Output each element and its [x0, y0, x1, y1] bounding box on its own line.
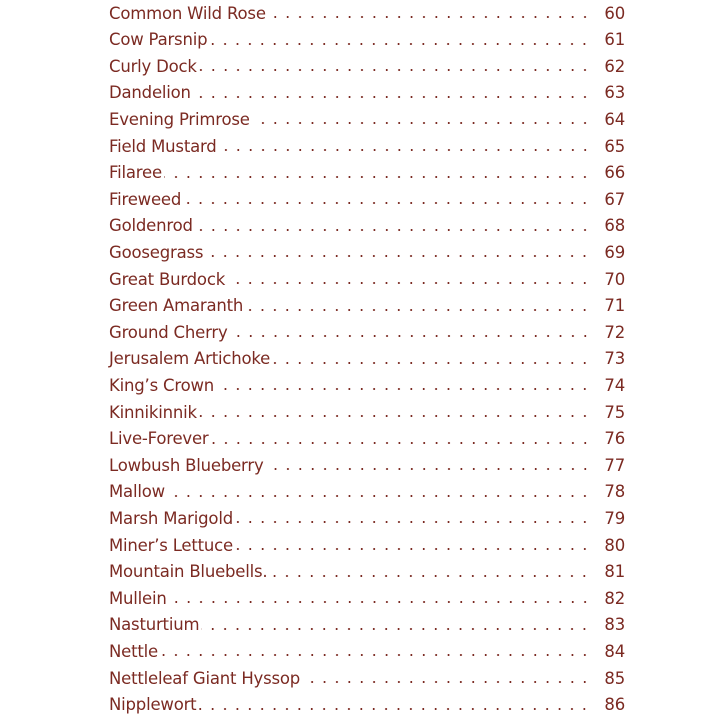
- toc-entry-title: Miner’s Lettuce: [109, 535, 233, 555]
- toc-entry-page: 71: [604, 296, 625, 316]
- toc-entry-title: Mallow: [109, 482, 165, 502]
- dot-leader: [230, 319, 591, 345]
- toc-entry[interactable]: [109, 186, 625, 212]
- toc-entry[interactable]: [109, 479, 625, 505]
- toc-entry-title: Kinnikinnik: [109, 402, 197, 422]
- toc-entry[interactable]: [109, 426, 625, 452]
- toc-entry-page: 66: [604, 163, 625, 183]
- toc-entry[interactable]: [109, 319, 625, 345]
- toc-entry-title: Goldenrod: [109, 216, 193, 236]
- toc-entry[interactable]: [109, 293, 625, 319]
- toc-entry-page: 70: [604, 269, 625, 289]
- dot-leader: [245, 293, 591, 319]
- toc-entry-title: Ground Cherry: [109, 322, 228, 342]
- toc-entry[interactable]: [109, 239, 625, 265]
- toc-entry[interactable]: [109, 53, 625, 79]
- toc-entry-title: Nipplewort: [109, 695, 197, 715]
- toc-entry-page: 74: [604, 375, 625, 395]
- dot-leader: [195, 213, 591, 239]
- toc-entry-page: 60: [604, 3, 625, 23]
- dot-leader: [266, 452, 591, 478]
- dot-leader: [183, 186, 591, 212]
- toc-entry[interactable]: [109, 133, 625, 159]
- toc-entry-page: 81: [604, 562, 625, 582]
- toc-entry-title: Filaree: [109, 163, 162, 183]
- dot-leader: [268, 0, 591, 26]
- dot-leader: [269, 559, 591, 585]
- toc-entry-title: Common Wild Rose: [109, 3, 266, 23]
- toc-entry-page: 77: [604, 455, 625, 475]
- dot-leader: [199, 53, 591, 79]
- toc-entry-title: Curly Dock: [109, 56, 197, 76]
- toc-entry-title: Dandelion: [109, 83, 191, 103]
- toc-entry[interactable]: [109, 559, 625, 585]
- toc-entry-page: 69: [604, 242, 625, 262]
- toc-entry-title: Nettle: [109, 641, 158, 661]
- toc-entry[interactable]: [109, 160, 625, 186]
- toc-entry[interactable]: [109, 0, 625, 26]
- toc-entry-page: 78: [604, 482, 625, 502]
- toc-entry-title: Great Burdock: [109, 269, 226, 289]
- toc-entry-title: Cow Parsnip: [109, 30, 208, 50]
- dot-leader: [201, 612, 591, 638]
- toc-entry-page: 67: [604, 189, 625, 209]
- toc-entry-page: 85: [604, 668, 625, 688]
- dot-leader: [209, 27, 591, 53]
- dot-leader: [164, 160, 591, 186]
- dot-leader: [252, 106, 591, 132]
- toc-entry[interactable]: [109, 452, 625, 478]
- toc-entry-title: Jerusalem Artichoke: [109, 349, 271, 369]
- toc-entry-page: 63: [604, 83, 625, 103]
- dot-leader: [205, 239, 591, 265]
- dot-leader: [211, 426, 591, 452]
- toc-entry[interactable]: [109, 27, 625, 53]
- toc-entry[interactable]: [109, 106, 625, 132]
- dot-leader: [160, 638, 591, 664]
- toc-entry-title: Marsh Marigold: [109, 508, 233, 528]
- toc-entry-title: Green Amaranth: [109, 296, 244, 316]
- toc-entry-page: 76: [604, 429, 625, 449]
- toc-entry-title: Goosegrass: [109, 242, 204, 262]
- toc-entry[interactable]: [109, 612, 625, 638]
- toc-entry-title: King’s Crown: [109, 375, 215, 395]
- toc-entry-title: Live-Forever: [109, 429, 209, 449]
- dot-leader: [227, 266, 591, 292]
- toc-entry-page: 68: [604, 216, 625, 236]
- toc-entry-page: 73: [604, 349, 625, 369]
- toc-entry-page: 80: [604, 535, 625, 555]
- toc-entry-title: Nettleleaf Giant Hyssop: [109, 668, 301, 688]
- toc-entry-page: 64: [604, 109, 625, 129]
- toc-entry[interactable]: [109, 692, 625, 718]
- toc-entry-title: Fireweed: [109, 189, 182, 209]
- toc-entry-page: 62: [604, 56, 625, 76]
- toc-entry[interactable]: [109, 665, 625, 691]
- toc-entry-page: 65: [604, 136, 625, 156]
- toc-entry[interactable]: [109, 505, 625, 531]
- toc-entry[interactable]: [109, 532, 625, 558]
- dot-leader: [167, 479, 591, 505]
- toc-entry[interactable]: [109, 638, 625, 664]
- toc-entry-title: Evening Primrose: [109, 109, 250, 129]
- toc-entry-title: Mountain Bluebells.: [109, 562, 268, 582]
- dot-leader: [235, 532, 591, 558]
- toc-entry[interactable]: [109, 585, 625, 611]
- toc-entry-page: 82: [604, 588, 625, 608]
- toc-entry[interactable]: [109, 266, 625, 292]
- toc-entry-page: 75: [604, 402, 625, 422]
- toc-entry-title: Mullein: [109, 588, 167, 608]
- toc-entry-title: Field Mustard: [109, 136, 217, 156]
- toc-entry-page: 83: [604, 615, 625, 635]
- toc-entry-page: 84: [604, 641, 625, 661]
- toc-entry-title: Nasturtium: [109, 615, 200, 635]
- dot-leader: [302, 665, 591, 691]
- toc-entry-page: 61: [604, 30, 625, 50]
- toc-entry-page: 72: [604, 322, 625, 342]
- toc-entry-title: Lowbush Blueberry: [109, 455, 264, 475]
- toc-entry[interactable]: [109, 80, 625, 106]
- dot-leader: [198, 692, 591, 718]
- dot-leader: [216, 372, 591, 398]
- dot-leader: [193, 80, 591, 106]
- toc-entry[interactable]: [109, 399, 625, 425]
- toc-entry[interactable]: [109, 346, 625, 372]
- dot-leader: [199, 399, 591, 425]
- dot-leader: [219, 133, 591, 159]
- dot-leader: [235, 505, 591, 531]
- toc-entry[interactable]: [109, 213, 625, 239]
- toc-entry-page: 86: [604, 695, 625, 715]
- dot-leader: [169, 585, 591, 611]
- dot-leader: [272, 346, 591, 372]
- toc-entry-page: 79: [604, 508, 625, 528]
- toc-entry[interactable]: [109, 372, 625, 398]
